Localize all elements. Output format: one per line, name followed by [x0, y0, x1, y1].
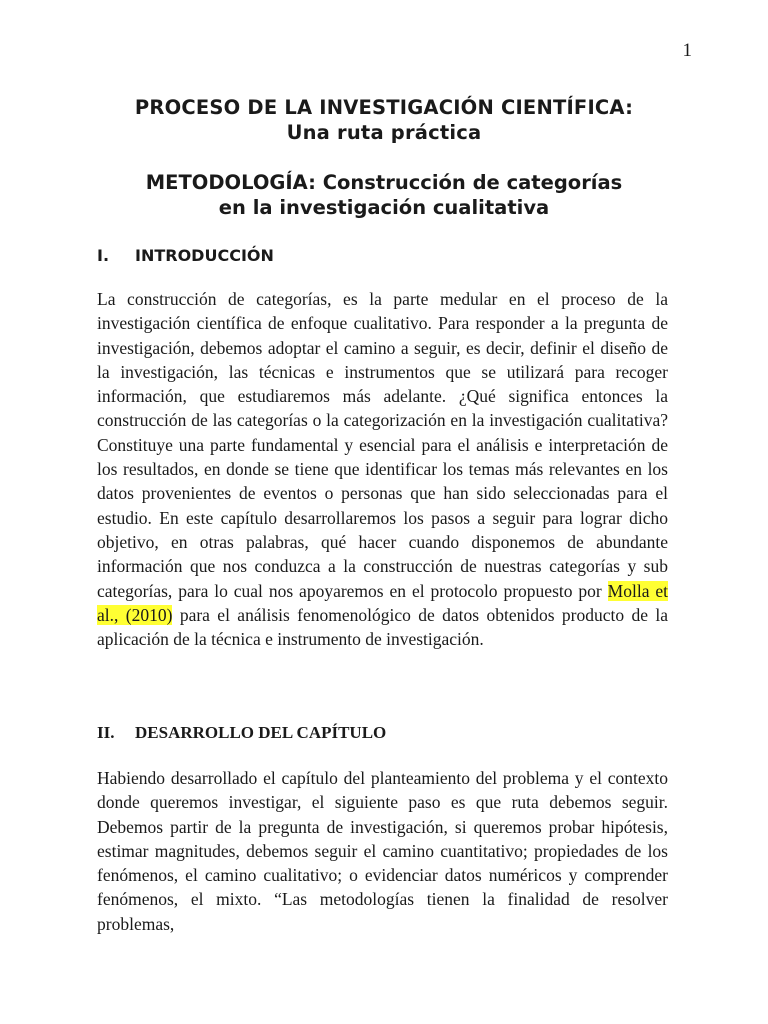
document-title-line-2: Una ruta práctica	[286, 121, 482, 144]
section-title: INTRODUCCIÓN	[135, 246, 274, 265]
section-heading-introduction	[97, 246, 274, 265]
introduction-text-end: para el análisis fenomenológico de datos obtenidos producto de la aplicación de la técnica e instrumento de investigación.	[97, 604, 669, 650]
page-number: 1	[682, 40, 692, 61]
introduction-paragraph	[97, 287, 668, 651]
section-heading-development	[97, 723, 386, 743]
development-text: Habiendo desarrollado el capítulo del planteamiento del problema y el contexto donde queremos investigar, el siguiente paso es que ruta debemos seguir. Debemos partir de la pregunta de investigación, si queremos probar hipótesis, estimar magnitudes, debemos seguir el camino cuantitativo; propiedades de los fenómenos, el camino cualitativo; o evidenciar datos numéricos y comprender fenómenos, el mixto. “Las metodologías tienen la finalidad de resolver problemas,	[97, 768, 668, 934]
document-subtitle	[0, 170, 768, 220]
highlighted-citation: Molla et al., (2010)	[97, 580, 669, 625]
document-subtitle-line-2: en la investigación cualitativa	[218, 196, 550, 219]
document-title	[0, 95, 768, 145]
introduction-text: La construcción de categorías, es la parte medular en el proceso de la investigación científica de enfoque cualitativo. Para responder a la pregunta de investigación, debemos adoptar el camino a seguir, es decir, definir el diseño de la investigación, las técnicas e instrumentos que se utilizará para recoger información, que estudiaremos más adelante. ¿Qué significa entonces la construcción de las categorías o la categorización en la investigación cualitativa? Constituye una parte fundamental y esencial para el análisis e interpretación de los resultados, en donde se tiene que identificar los temas más relevantes en los datos provenientes de eventos o personas que han sido seleccionadas para el estudio. En este capítulo desarrollaremos los pasos a seguir para lograr dicho objetivo, en otras palabras, qué hacer cuando disponemos de abundante información que nos conduzca a la construcción de nuestras categorías y sub categorías, para lo cual nos apoyaremos en el protocolo propuesto por	[97, 289, 668, 601]
section-title: DESARROLLO DEL CAPÍTULO	[135, 723, 387, 742]
document-subtitle-line-1: METODOLOGÍA: Construcción de categorías	[145, 171, 623, 194]
development-paragraph	[97, 766, 668, 936]
section-number: I.	[97, 246, 110, 265]
document-title-line-1: PROCESO DE LA INVESTIGACIÓN CIENTÍFICA:	[134, 96, 634, 119]
section-number: II.	[97, 723, 115, 742]
